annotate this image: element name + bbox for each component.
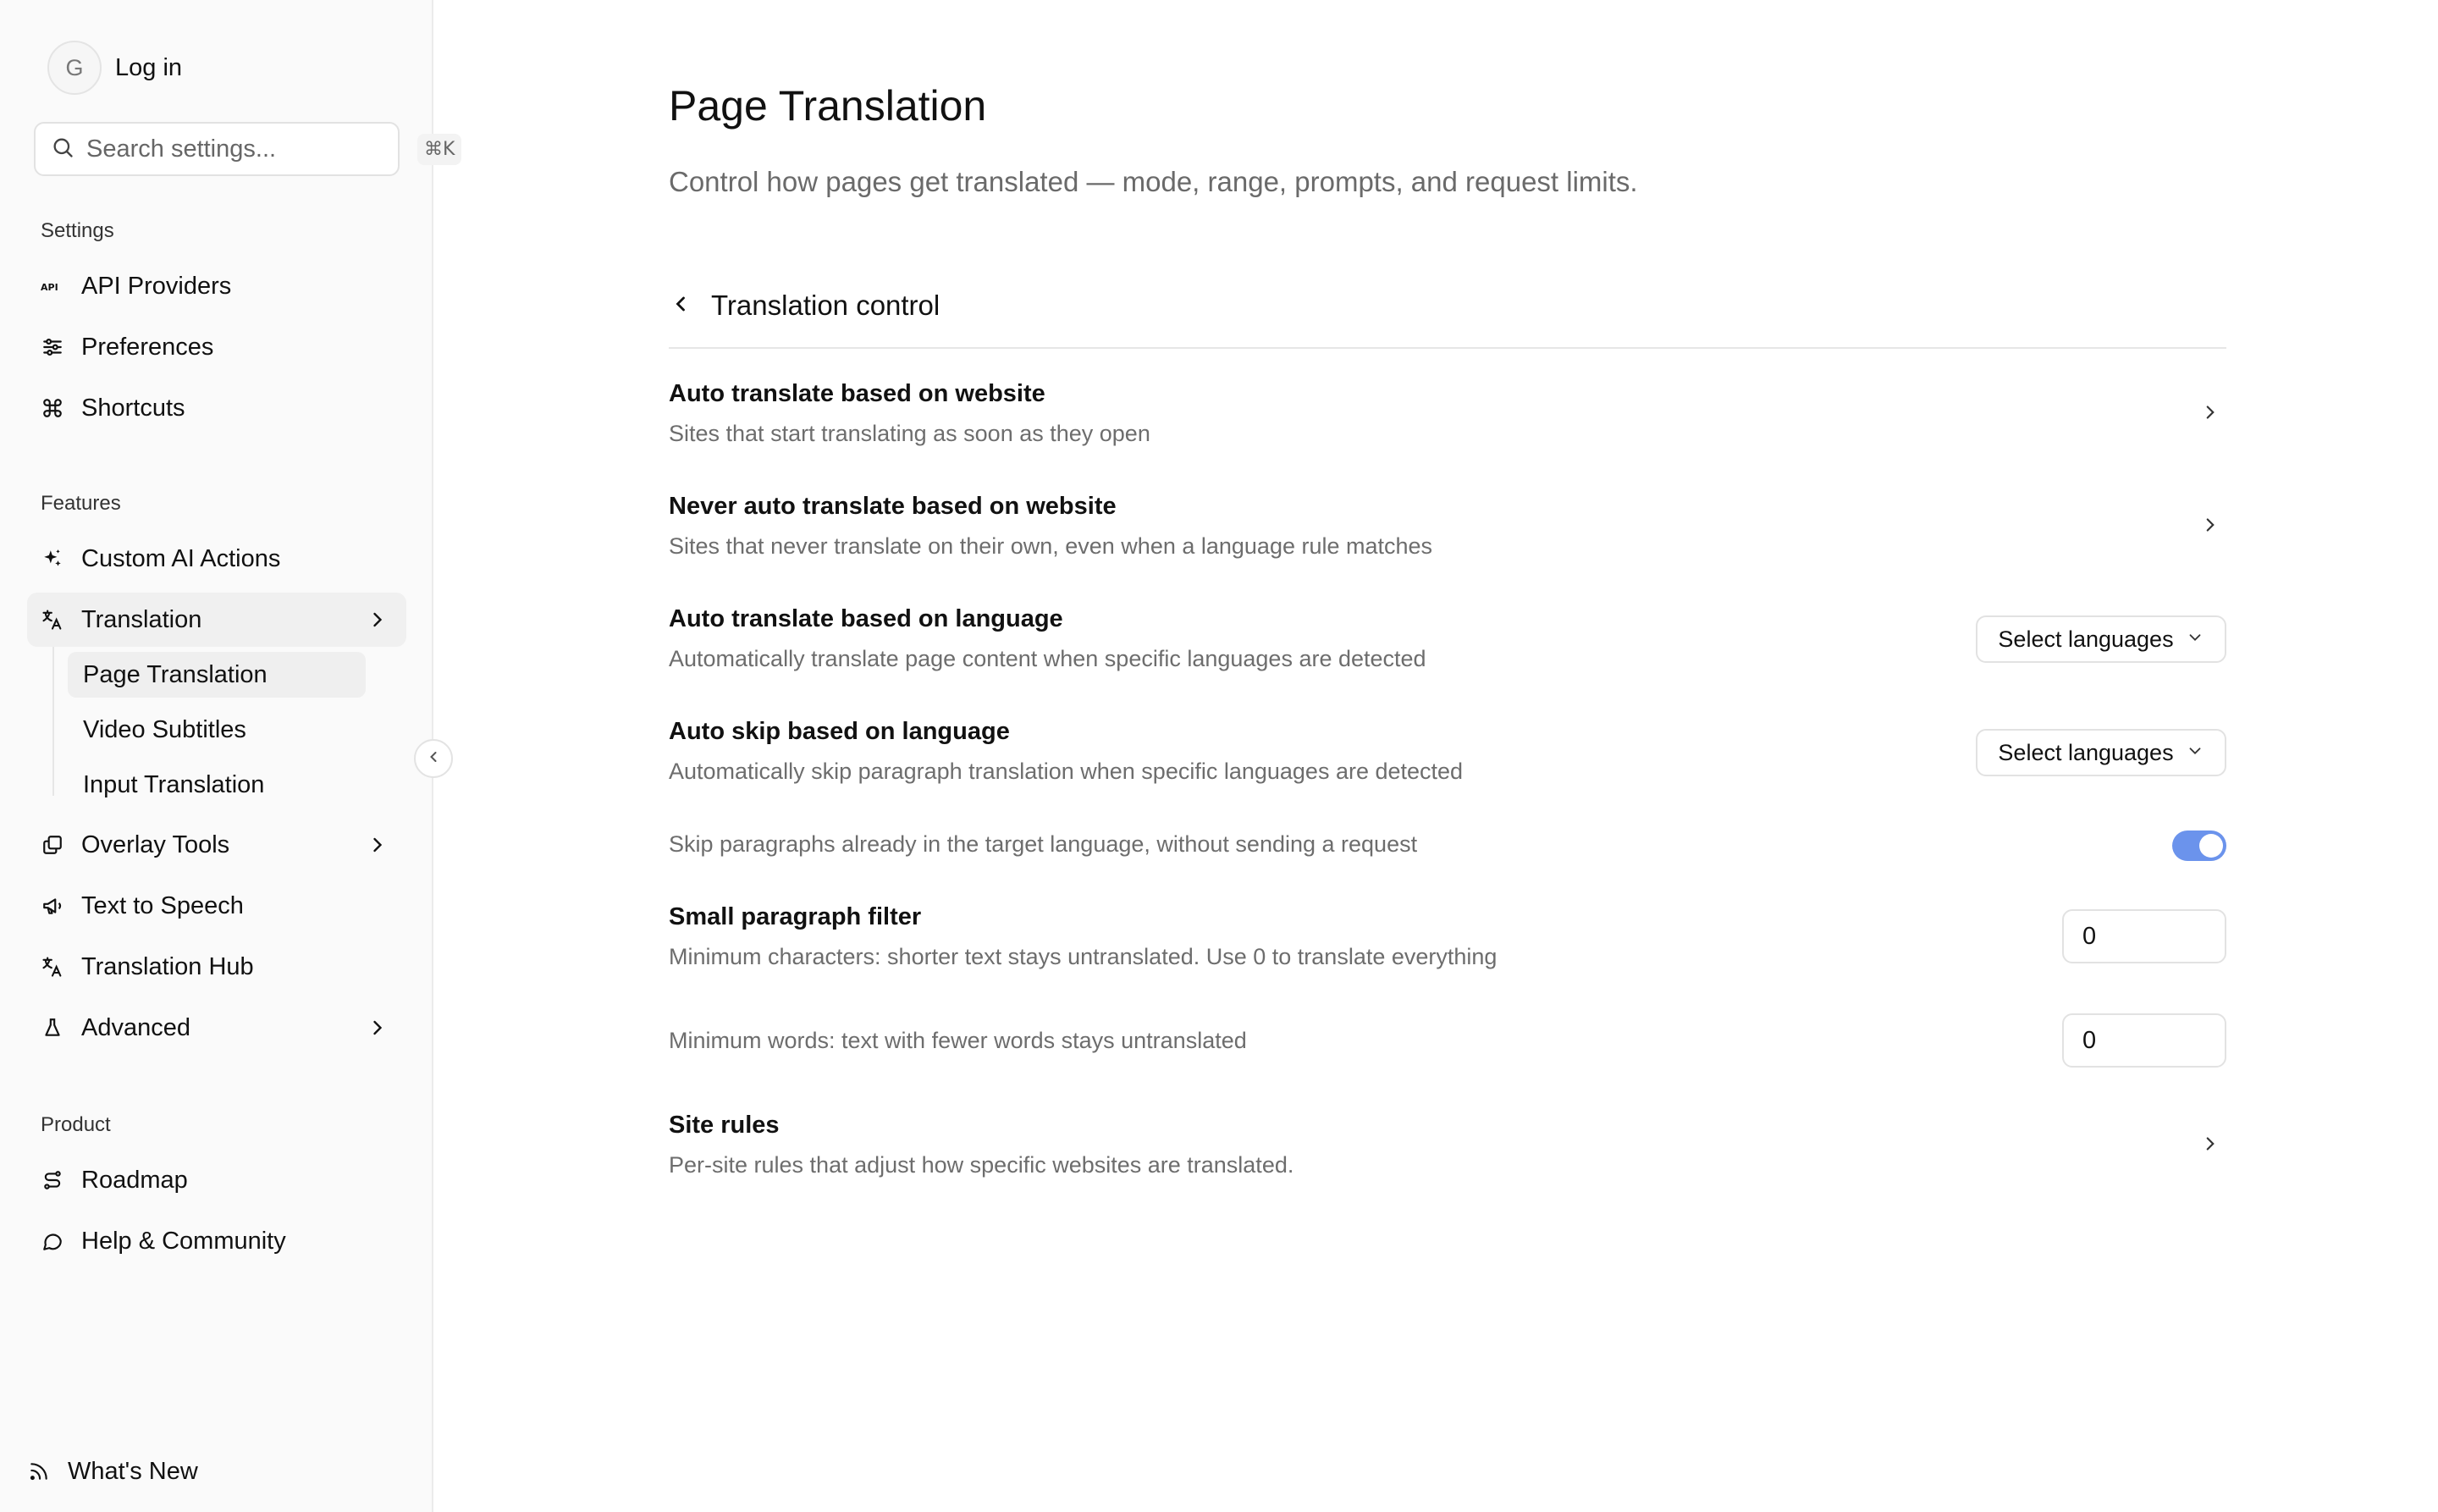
chevron-right-icon[interactable] (2199, 1133, 2221, 1155)
divider (669, 347, 2226, 349)
sidebar-subitem-input-translation[interactable]: Input Translation (83, 770, 265, 798)
chevron-left-icon (669, 292, 692, 320)
sidebar-item-label: Translation Hub (81, 952, 254, 980)
sidebar-item-shortcuts[interactable] (27, 381, 406, 435)
setting-description: Sites that never translate on their own, even when a language rule matches (669, 533, 1433, 559)
search-box[interactable] (34, 122, 455, 176)
sidebar-item-label: Help & Community (81, 1227, 286, 1255)
sidebar-item-advanced[interactable] (27, 1001, 406, 1055)
page-title: Page Translation (669, 82, 987, 130)
sidebar-item-label: Shortcuts (81, 394, 185, 422)
translate-icon (41, 608, 64, 632)
skip-target-toggle[interactable] (2172, 830, 2226, 861)
setting-title: Auto skip based on language (669, 718, 1010, 745)
page-subtitle: Control how pages get translated — mode, range, prompts, and request limits. (669, 166, 1638, 197)
rss-icon (27, 1460, 51, 1483)
command-icon (41, 396, 64, 420)
sidebar-item-translation[interactable] (27, 593, 406, 647)
select-languages-dropdown[interactable] (1976, 729, 2226, 776)
submenu-guide-line (52, 647, 54, 796)
sidebar-item-text-to-speech[interactable] (27, 879, 406, 933)
chevron-right-icon (366, 608, 389, 632)
sidebar-item-label: Roadmap (81, 1166, 188, 1194)
setting-description: Skip paragraphs already in the target language, without sending a request (669, 831, 1418, 857)
whats-new-label: What's New (68, 1457, 198, 1485)
search-icon (51, 135, 74, 163)
api-icon (41, 274, 64, 298)
sidebar-item-label: Translation (81, 605, 202, 633)
sidebar-item-api-providers[interactable] (27, 259, 406, 313)
avatar: G (47, 41, 102, 95)
sidebar (0, 0, 455, 1512)
sidebar-item-label: Overlay Tools (81, 830, 230, 858)
setting-description: Sites that start translating as soon as they open (669, 421, 1150, 446)
setting-description: Automatically skip paragraph translation when specific languages are detected (669, 759, 1464, 784)
setting-description: Automatically translate page content when specific languages are detected (669, 646, 1426, 671)
setting-title: Auto translate based on website (669, 380, 1045, 407)
route-icon (41, 1168, 64, 1192)
sidebar-item-label: API Providers (81, 272, 232, 300)
login-label: Log in (115, 53, 183, 81)
sliders-icon (41, 335, 64, 359)
chevron-right-icon (366, 833, 389, 857)
sparkles-icon (41, 547, 64, 571)
chevron-right-icon (366, 1016, 389, 1040)
section-label-features: Features (41, 492, 121, 515)
sidebar-item-label: Custom AI Actions (81, 544, 281, 572)
whats-new-link[interactable] (27, 1448, 198, 1495)
translate-hub-icon (41, 955, 64, 979)
login-button[interactable] (47, 41, 182, 95)
search-shortcut-badge: ⌘K (417, 134, 461, 165)
megaphone-icon (41, 894, 64, 918)
back-button[interactable] (669, 284, 940, 327)
min-words-input[interactable] (2062, 1013, 2226, 1068)
chat-bubble-icon (41, 1229, 64, 1253)
setting-title: Site rules (669, 1112, 780, 1139)
select-languages-dropdown[interactable] (1976, 615, 2226, 663)
dropdown-label: Select languages (1998, 626, 2174, 652)
setting-title: Never auto translate based on website (669, 493, 1117, 520)
sidebar-collapse-button[interactable] (414, 739, 453, 778)
setting-description: Minimum words: text with fewer words stays untranslated (669, 1028, 1247, 1053)
sidebar-item-roadmap[interactable] (27, 1153, 406, 1207)
layers-icon (41, 833, 64, 857)
setting-description: Per-site rules that adjust how specific websites are translated. (669, 1152, 1294, 1178)
sidebar-subitem-page-translation[interactable]: Page Translation (68, 652, 366, 698)
sidebar-item-label: Text to Speech (81, 891, 244, 919)
dropdown-label: Select languages (1998, 739, 2174, 765)
chevron-down-icon (2186, 740, 2204, 766)
chevron-right-icon[interactable] (2199, 514, 2221, 536)
setting-title: Auto translate based on language (669, 605, 1063, 632)
min-characters-input[interactable] (2062, 909, 2226, 963)
setting-title: Small paragraph filter (669, 903, 922, 930)
sidebar-item-preferences[interactable] (27, 320, 406, 374)
sidebar-item-label: Preferences (81, 333, 214, 361)
search-input[interactable] (86, 135, 405, 163)
sidebar-item-overlay-tools[interactable] (27, 818, 406, 872)
setting-description: Minimum characters: shorter text stays untranslated. Use 0 to translate everything (669, 944, 1498, 969)
sidebar-subitem-video-subtitles[interactable]: Video Subtitles (83, 715, 246, 743)
chevron-left-icon (425, 748, 442, 770)
chevron-right-icon[interactable] (2199, 401, 2221, 423)
sidebar-item-label: Advanced (81, 1013, 190, 1041)
sidebar-item-help-community[interactable] (27, 1214, 406, 1268)
chevron-down-icon (2186, 626, 2204, 653)
sidebar-item-custom-ai-actions[interactable] (27, 532, 406, 586)
toggle-knob (2199, 834, 2223, 858)
section-label-product: Product (41, 1113, 111, 1136)
flask-icon (41, 1016, 64, 1040)
svg-text:API: API (41, 282, 58, 293)
sidebar-item-translation-hub[interactable] (27, 940, 406, 994)
section-label-settings: Settings (41, 219, 114, 242)
section-heading: Translation control (711, 290, 940, 321)
